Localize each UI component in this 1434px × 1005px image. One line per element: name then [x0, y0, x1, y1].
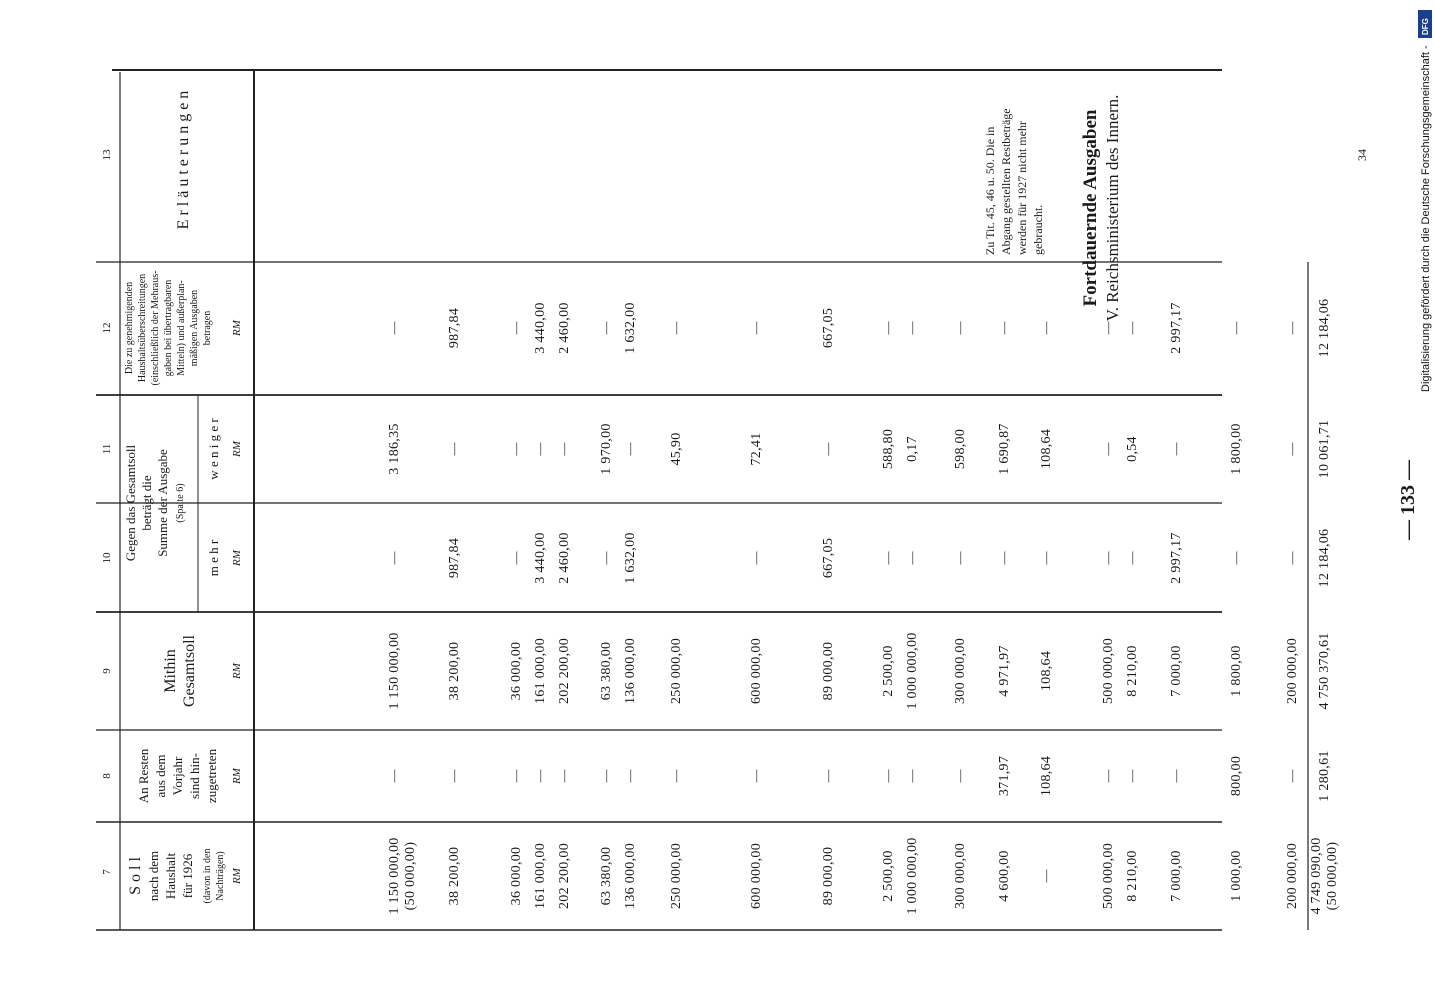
- cell-c12: —: [952, 321, 967, 335]
- col7-unit: RM: [231, 868, 243, 884]
- col12-header-line3: (einschließlich der Mehraus-: [150, 270, 161, 386]
- table-row: [622, 302, 638, 909]
- table-row: [952, 321, 968, 910]
- cell-c9: 200 000,00: [1285, 638, 1300, 704]
- total-weniger: 10 061,71: [1317, 419, 1332, 479]
- col-no-9: 9: [101, 668, 113, 674]
- col7-header-line6: Nachträgen): [215, 851, 226, 901]
- cell-c9: 250 000,00: [669, 638, 684, 704]
- cell-c12: —: [598, 321, 613, 335]
- page-number: — 133 —: [1397, 460, 1419, 540]
- cell-c8: —: [622, 769, 637, 783]
- col-no-8: 8: [101, 773, 113, 779]
- col8-header-line1: An Resten: [136, 748, 151, 804]
- cell-c12: —: [996, 321, 1011, 335]
- note-line-3: werden für 1927 nicht mehr: [1015, 121, 1029, 255]
- cell-c11: —: [1168, 442, 1183, 456]
- cell-c11: 1 800,00: [1229, 423, 1244, 475]
- cell-c12: 667,05: [821, 307, 836, 349]
- col9-unit: RM: [231, 663, 243, 679]
- cell-c11: 108,64: [1039, 428, 1054, 470]
- cell-c11: 3 186,35: [387, 423, 402, 475]
- column-headers: [123, 91, 243, 904]
- cell-c10: 1 632,00: [623, 532, 638, 584]
- cell-c8: 108,64: [1039, 755, 1054, 797]
- cell-c11: 45,90: [669, 432, 684, 466]
- col10-11-header-line4: (Spalte 6): [175, 483, 186, 523]
- col12-unit: RM: [231, 320, 243, 336]
- col-no-13: 13: [101, 149, 113, 161]
- cell-c10: 987,84: [447, 537, 462, 579]
- cell-c9: 161 000,00: [533, 638, 548, 704]
- heading-title: Fortdauernde Ausgaben: [1080, 109, 1101, 307]
- cell-c11: 588,80: [881, 428, 896, 470]
- table-row: [386, 321, 418, 915]
- digitization-notice: Digitalisierung gefördert durch die Deutsche Forschungsgemeinschaft -: [1420, 45, 1432, 392]
- cell-c7: 36 000,00: [509, 846, 524, 906]
- cell-c10: —: [1284, 551, 1299, 565]
- col11-header-weniger: w e n i g e r: [206, 418, 221, 480]
- cell-c11: —: [1284, 442, 1299, 456]
- cell-c8: —: [748, 769, 763, 783]
- cell-c11: —: [556, 442, 571, 456]
- column-numbers: [101, 149, 113, 875]
- cell-c9: 300 000,00: [953, 638, 968, 704]
- cell-c7: 600 000,00: [749, 843, 764, 909]
- cell-c7: 200 000,00: [1285, 843, 1300, 909]
- cell-c9: 136 000,00: [623, 638, 638, 704]
- table-row: [668, 321, 684, 910]
- cell-c9: 202 200,00: [557, 638, 572, 704]
- cell-c10: —: [386, 551, 401, 565]
- col8-unit: RM: [231, 768, 243, 784]
- col13-header: E r l ä u t e r u n g e n: [175, 90, 192, 230]
- cell-c9: 1 000 000,00: [905, 632, 920, 710]
- cell-c12: 987,84: [447, 307, 462, 349]
- dfg-logo: DFG: [1421, 18, 1430, 35]
- cell-c7: 63 380,00: [599, 846, 614, 906]
- cell-c8: —: [556, 769, 571, 783]
- cell-c12: —: [1284, 321, 1299, 335]
- cell-c12: 2 460,00: [557, 302, 572, 354]
- cell-c11: 598,00: [953, 428, 968, 470]
- cell-c10: —: [1100, 551, 1115, 565]
- cell-c12: 3 440,00: [533, 302, 548, 354]
- col10-unit: RM: [231, 550, 243, 566]
- cell-c12: —: [386, 321, 401, 335]
- col9-header-line2: Gesamtsoll: [181, 635, 198, 707]
- total-soll-nachtrag: (50 000,00): [1325, 841, 1340, 911]
- table-row: [1228, 321, 1244, 902]
- cell-c8: —: [1100, 769, 1115, 783]
- total-gesamtsoll: 4 750 370,61: [1317, 632, 1332, 710]
- cell-c9: 38 200,00: [447, 641, 462, 701]
- cell-c10: 2 460,00: [557, 532, 572, 584]
- cell-c12: 1 632,00: [623, 302, 638, 354]
- cell-c8: —: [880, 769, 895, 783]
- cell-c12: —: [668, 321, 683, 335]
- table-row: [508, 321, 524, 906]
- cell-c10: —: [598, 551, 613, 565]
- col10-11-header-line3: Summe der Ausgabe: [155, 449, 170, 557]
- cell-c10: 2 997,17: [1169, 532, 1184, 584]
- col12-header-line5: Mitteln) und außerplan-: [176, 280, 187, 376]
- table-row: [556, 302, 572, 909]
- table-row: [1168, 302, 1184, 901]
- cell-c12: —: [1100, 321, 1115, 335]
- cell-c10: —: [1228, 551, 1243, 565]
- col-no-12: 12: [101, 322, 113, 334]
- table-row: [1284, 321, 1300, 910]
- table-row: [1100, 321, 1116, 910]
- cell-c7: 136 000,00: [623, 843, 638, 909]
- cell-c9: 1 150 000,00: [387, 632, 402, 710]
- cell-c10: 667,05: [821, 537, 836, 579]
- cell-c7: 250 000,00: [669, 843, 684, 909]
- col8-header-line5: zugetreten: [204, 748, 219, 804]
- cell-c11: —: [508, 442, 523, 456]
- table-row: [1038, 321, 1054, 884]
- cell-c8: 371,97: [997, 755, 1012, 797]
- cell-c11: 0,17: [905, 436, 920, 462]
- cell-c9: 89 000,00: [821, 641, 836, 701]
- sheet-number: 34: [1355, 149, 1369, 161]
- cell-c7: —: [1038, 869, 1053, 883]
- cell-c7: 38 200,00: [447, 846, 462, 906]
- cell-c8: —: [1284, 769, 1299, 783]
- col11-unit: RM: [231, 441, 243, 457]
- cell-c9: 600 000,00: [749, 638, 764, 704]
- cell-c10: —: [508, 551, 523, 565]
- col9-header-line1: Mithin: [162, 649, 179, 693]
- total-mehr: 12 184,06: [1317, 528, 1332, 588]
- note-line-1: Zu Tit. 45, 46 u. 50. Die in: [983, 126, 997, 255]
- cell-c9: 4 971,97: [997, 645, 1012, 697]
- cell-c8: —: [508, 769, 523, 783]
- cell-c7: 4 600,00: [997, 850, 1012, 902]
- cell-c9: 1 800,00: [1229, 645, 1244, 697]
- cell-c7: 8 210,00: [1125, 850, 1140, 902]
- cell-c11: —: [622, 442, 637, 456]
- cell-c8: —: [386, 769, 401, 783]
- table-row: [820, 308, 836, 906]
- cell-c9: 8 210,00: [1125, 645, 1140, 697]
- col10-11-header-line2: beträgt die: [139, 475, 154, 531]
- cell-c9: 36 000,00: [509, 641, 524, 701]
- cell-c11: 0,54: [1125, 436, 1140, 462]
- cell-c7-nachtrag: (50 000,00): [403, 841, 418, 911]
- col7-header-line3: Haushalt: [163, 852, 178, 900]
- explanation-note: [983, 108, 1045, 255]
- digitization-sidebar: [1418, 10, 1432, 392]
- cell-c10: —: [748, 551, 763, 565]
- cell-c10: —: [880, 551, 895, 565]
- cell-c7: 1 000 000,00: [905, 837, 920, 915]
- cell-c11: —: [820, 442, 835, 456]
- cell-c7: 202 200,00: [557, 843, 572, 909]
- page-heading: [1080, 95, 1419, 541]
- heading-subtitle: V. Reichsministerium des Innern.: [1103, 94, 1122, 322]
- table-grid: [96, 70, 1308, 930]
- cell-c9: 63 380,00: [599, 641, 614, 701]
- cell-c8: —: [1124, 769, 1139, 783]
- col-no-11: 11: [101, 443, 113, 455]
- cell-c7: 500 000,00: [1101, 843, 1116, 909]
- cell-c8: —: [952, 769, 967, 783]
- col12-header-line7: betragen: [202, 310, 213, 346]
- table-row: [532, 302, 548, 909]
- col8-header-line2: aus dem: [153, 754, 168, 798]
- cell-c11: —: [532, 442, 547, 456]
- col8-header-line4: sind hin-: [187, 753, 202, 799]
- totals-row: [1309, 299, 1340, 915]
- cell-c10: —: [904, 551, 919, 565]
- cell-c8: —: [598, 769, 613, 783]
- col7-header-line2: nach dem: [146, 850, 161, 902]
- table-row: [904, 321, 920, 915]
- cell-c8: —: [446, 769, 461, 783]
- col10-header-mehr: m e h r: [206, 539, 221, 577]
- col-no-10: 10: [101, 552, 113, 564]
- cell-c7: 1 150 000,00: [387, 837, 402, 915]
- cell-c8: —: [904, 769, 919, 783]
- note-line-2: Abgang gestellten Restbeträge: [999, 108, 1013, 255]
- col10-11-header-line1: Gegen das Gesamtsoll: [123, 444, 138, 562]
- cell-c12: —: [880, 321, 895, 335]
- table-row: [598, 321, 614, 906]
- cell-c8: —: [1168, 769, 1183, 783]
- cell-c9: 2 500,00: [881, 645, 896, 697]
- table-row: [748, 321, 764, 910]
- cell-c12: —: [904, 321, 919, 335]
- cell-c7: 89 000,00: [821, 846, 836, 906]
- col7-header-soll: S o l l: [127, 857, 144, 895]
- cell-c10: —: [952, 551, 967, 565]
- col-no-7: 7: [101, 869, 113, 875]
- cell-c7: 300 000,00: [953, 843, 968, 909]
- cell-c11: 1 970,00: [599, 423, 614, 475]
- col12-header-line4: gaben bei übertragbaren: [163, 279, 174, 377]
- cell-c11: —: [446, 442, 461, 456]
- cell-c11: —: [1100, 442, 1115, 456]
- cell-c11: 1 690,87: [997, 423, 1012, 475]
- cell-c9: 108,64: [1039, 650, 1054, 692]
- total-ueberschreitungen: 12 184,06: [1317, 298, 1332, 358]
- cell-c11: 72,41: [749, 432, 764, 466]
- col12-header-line1: Die zu genehmigenden: [124, 281, 135, 375]
- cell-c8: —: [668, 769, 683, 783]
- cell-c10: —: [1124, 551, 1139, 565]
- cell-c8: —: [820, 769, 835, 783]
- cell-c7: 7 000,00: [1169, 850, 1184, 902]
- cell-c10: —: [996, 551, 1011, 565]
- col12-header-line2: Haushaltsüberschreitungen: [137, 273, 148, 383]
- cell-c12: —: [1124, 321, 1139, 335]
- cell-c12: 2 997,17: [1169, 302, 1184, 354]
- col12-header-line6: mäßigen Ausgaben: [189, 289, 200, 367]
- col8-header-line3: Vorjahr: [170, 756, 185, 796]
- table-row: [446, 308, 462, 906]
- cell-c7: 161 000,00: [533, 843, 548, 909]
- cell-c12: —: [1228, 321, 1243, 335]
- cell-c9: 500 000,00: [1101, 638, 1116, 704]
- note-line-4: gebraucht.: [1031, 204, 1045, 255]
- cell-c7: 2 500,00: [881, 850, 896, 902]
- cell-c12: —: [1038, 321, 1053, 335]
- total-reste: 1 280,61: [1317, 750, 1332, 802]
- total-soll: 4 749 090,00: [1309, 837, 1324, 915]
- cell-c12: —: [748, 321, 763, 335]
- cell-c9: 7 000,00: [1169, 645, 1184, 697]
- cell-c7: 1 000,00: [1229, 850, 1244, 902]
- cell-c8: 800,00: [1229, 755, 1244, 797]
- col7-header-line4: für 1926: [180, 853, 195, 899]
- cell-c10: 3 440,00: [533, 532, 548, 584]
- cell-c10: —: [1038, 551, 1053, 565]
- cell-c12: —: [508, 321, 523, 335]
- cell-c8: —: [532, 769, 547, 783]
- col7-header-line5: (davon in den: [202, 848, 213, 904]
